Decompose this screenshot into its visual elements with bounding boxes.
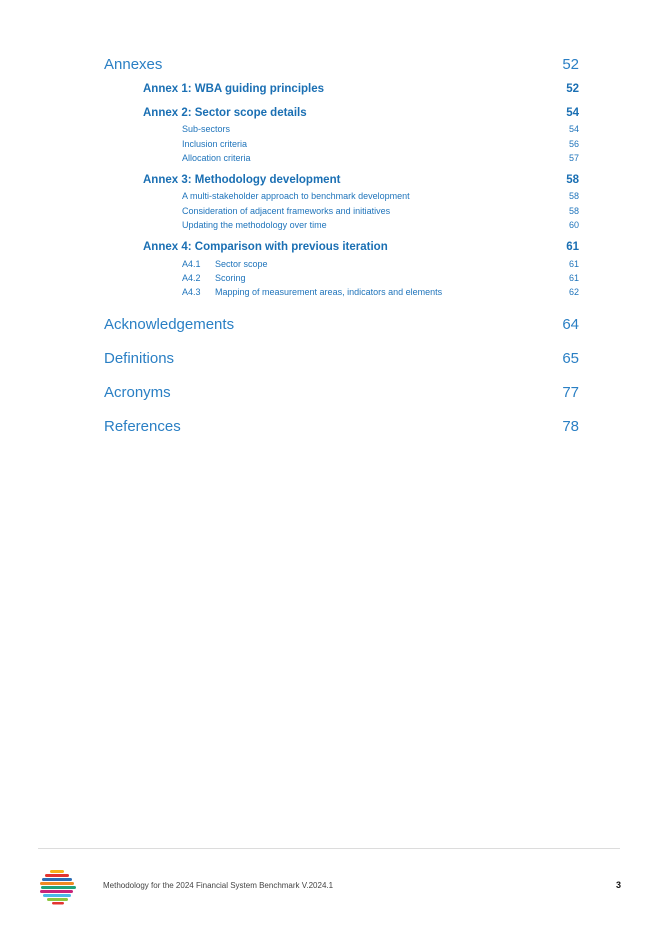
- toc-entry-page: 52: [562, 56, 579, 73]
- toc-entry-label: Annex 1: WBA guiding principles: [143, 83, 325, 95]
- toc-entry-page: 61: [566, 241, 579, 253]
- toc-subentry-page: 61: [568, 259, 579, 269]
- toc-subentry-label: Scoring: [215, 273, 246, 283]
- footer-document-title: Methodology for the 2024 Financial System Benchmark V.2024.1: [103, 881, 334, 890]
- toc-entry-label: Annex 4: Comparison with previous iteration: [143, 241, 388, 253]
- toc-entry-page: 77: [562, 384, 579, 401]
- toc-subentry-label: A multi-stakeholder approach to benchmark development: [182, 191, 410, 201]
- toc-entry-label: Acknowledgements: [104, 316, 235, 333]
- toc-entry-label: Annexes: [104, 56, 163, 73]
- toc-entry-page: 64: [562, 316, 579, 333]
- toc-subentry-label: Allocation criteria: [182, 153, 251, 163]
- toc-entry-page: 78: [562, 418, 579, 435]
- toc-subentry-page: 54: [568, 124, 579, 134]
- toc-subentry-label: Sector scope: [215, 259, 268, 269]
- toc-entry-label: References: [104, 418, 181, 435]
- toc-subentry-number: A4.3: [182, 287, 201, 297]
- toc-subentry-label: Sub-sectors: [182, 124, 231, 134]
- toc-subentry-label: Updating the methodology over time: [182, 220, 327, 230]
- toc-entry-page: 65: [562, 350, 579, 367]
- toc-entry-label: Definitions: [104, 350, 175, 367]
- toc-subentry-page: 56: [568, 139, 579, 149]
- footer-page-number: 3: [615, 880, 621, 890]
- toc-entry-label: Annex 2: Sector scope details: [143, 107, 307, 119]
- toc-entry-page: 54: [566, 107, 579, 119]
- toc-subentry-label: Consideration of adjacent frameworks and initiatives: [182, 206, 391, 216]
- toc-subentry-page: 62: [568, 287, 579, 297]
- toc-subentry-label: Mapping of measurement areas, indicators and elements: [215, 287, 443, 297]
- footer-divider: [38, 848, 620, 849]
- toc-entry-page: 58: [566, 174, 579, 186]
- wba-striped-globe-icon: [40, 869, 76, 905]
- toc-subentry-number: A4.2: [182, 273, 201, 283]
- toc-subentry-page: 57: [568, 153, 579, 163]
- toc-subentry-page: 60: [568, 220, 579, 230]
- toc-subentry-page: 58: [568, 206, 579, 216]
- toc-subentry-page: 61: [568, 273, 579, 283]
- toc-entry-label: Acronyms: [104, 384, 171, 401]
- toc-entry-label: Annex 3: Methodology development: [143, 174, 341, 186]
- toc-entry-page: 52: [566, 83, 579, 95]
- toc-subentry-page: 58: [568, 191, 579, 201]
- toc-subentry-number: A4.1: [182, 259, 201, 269]
- toc-subentry-label: Inclusion criteria: [182, 139, 248, 149]
